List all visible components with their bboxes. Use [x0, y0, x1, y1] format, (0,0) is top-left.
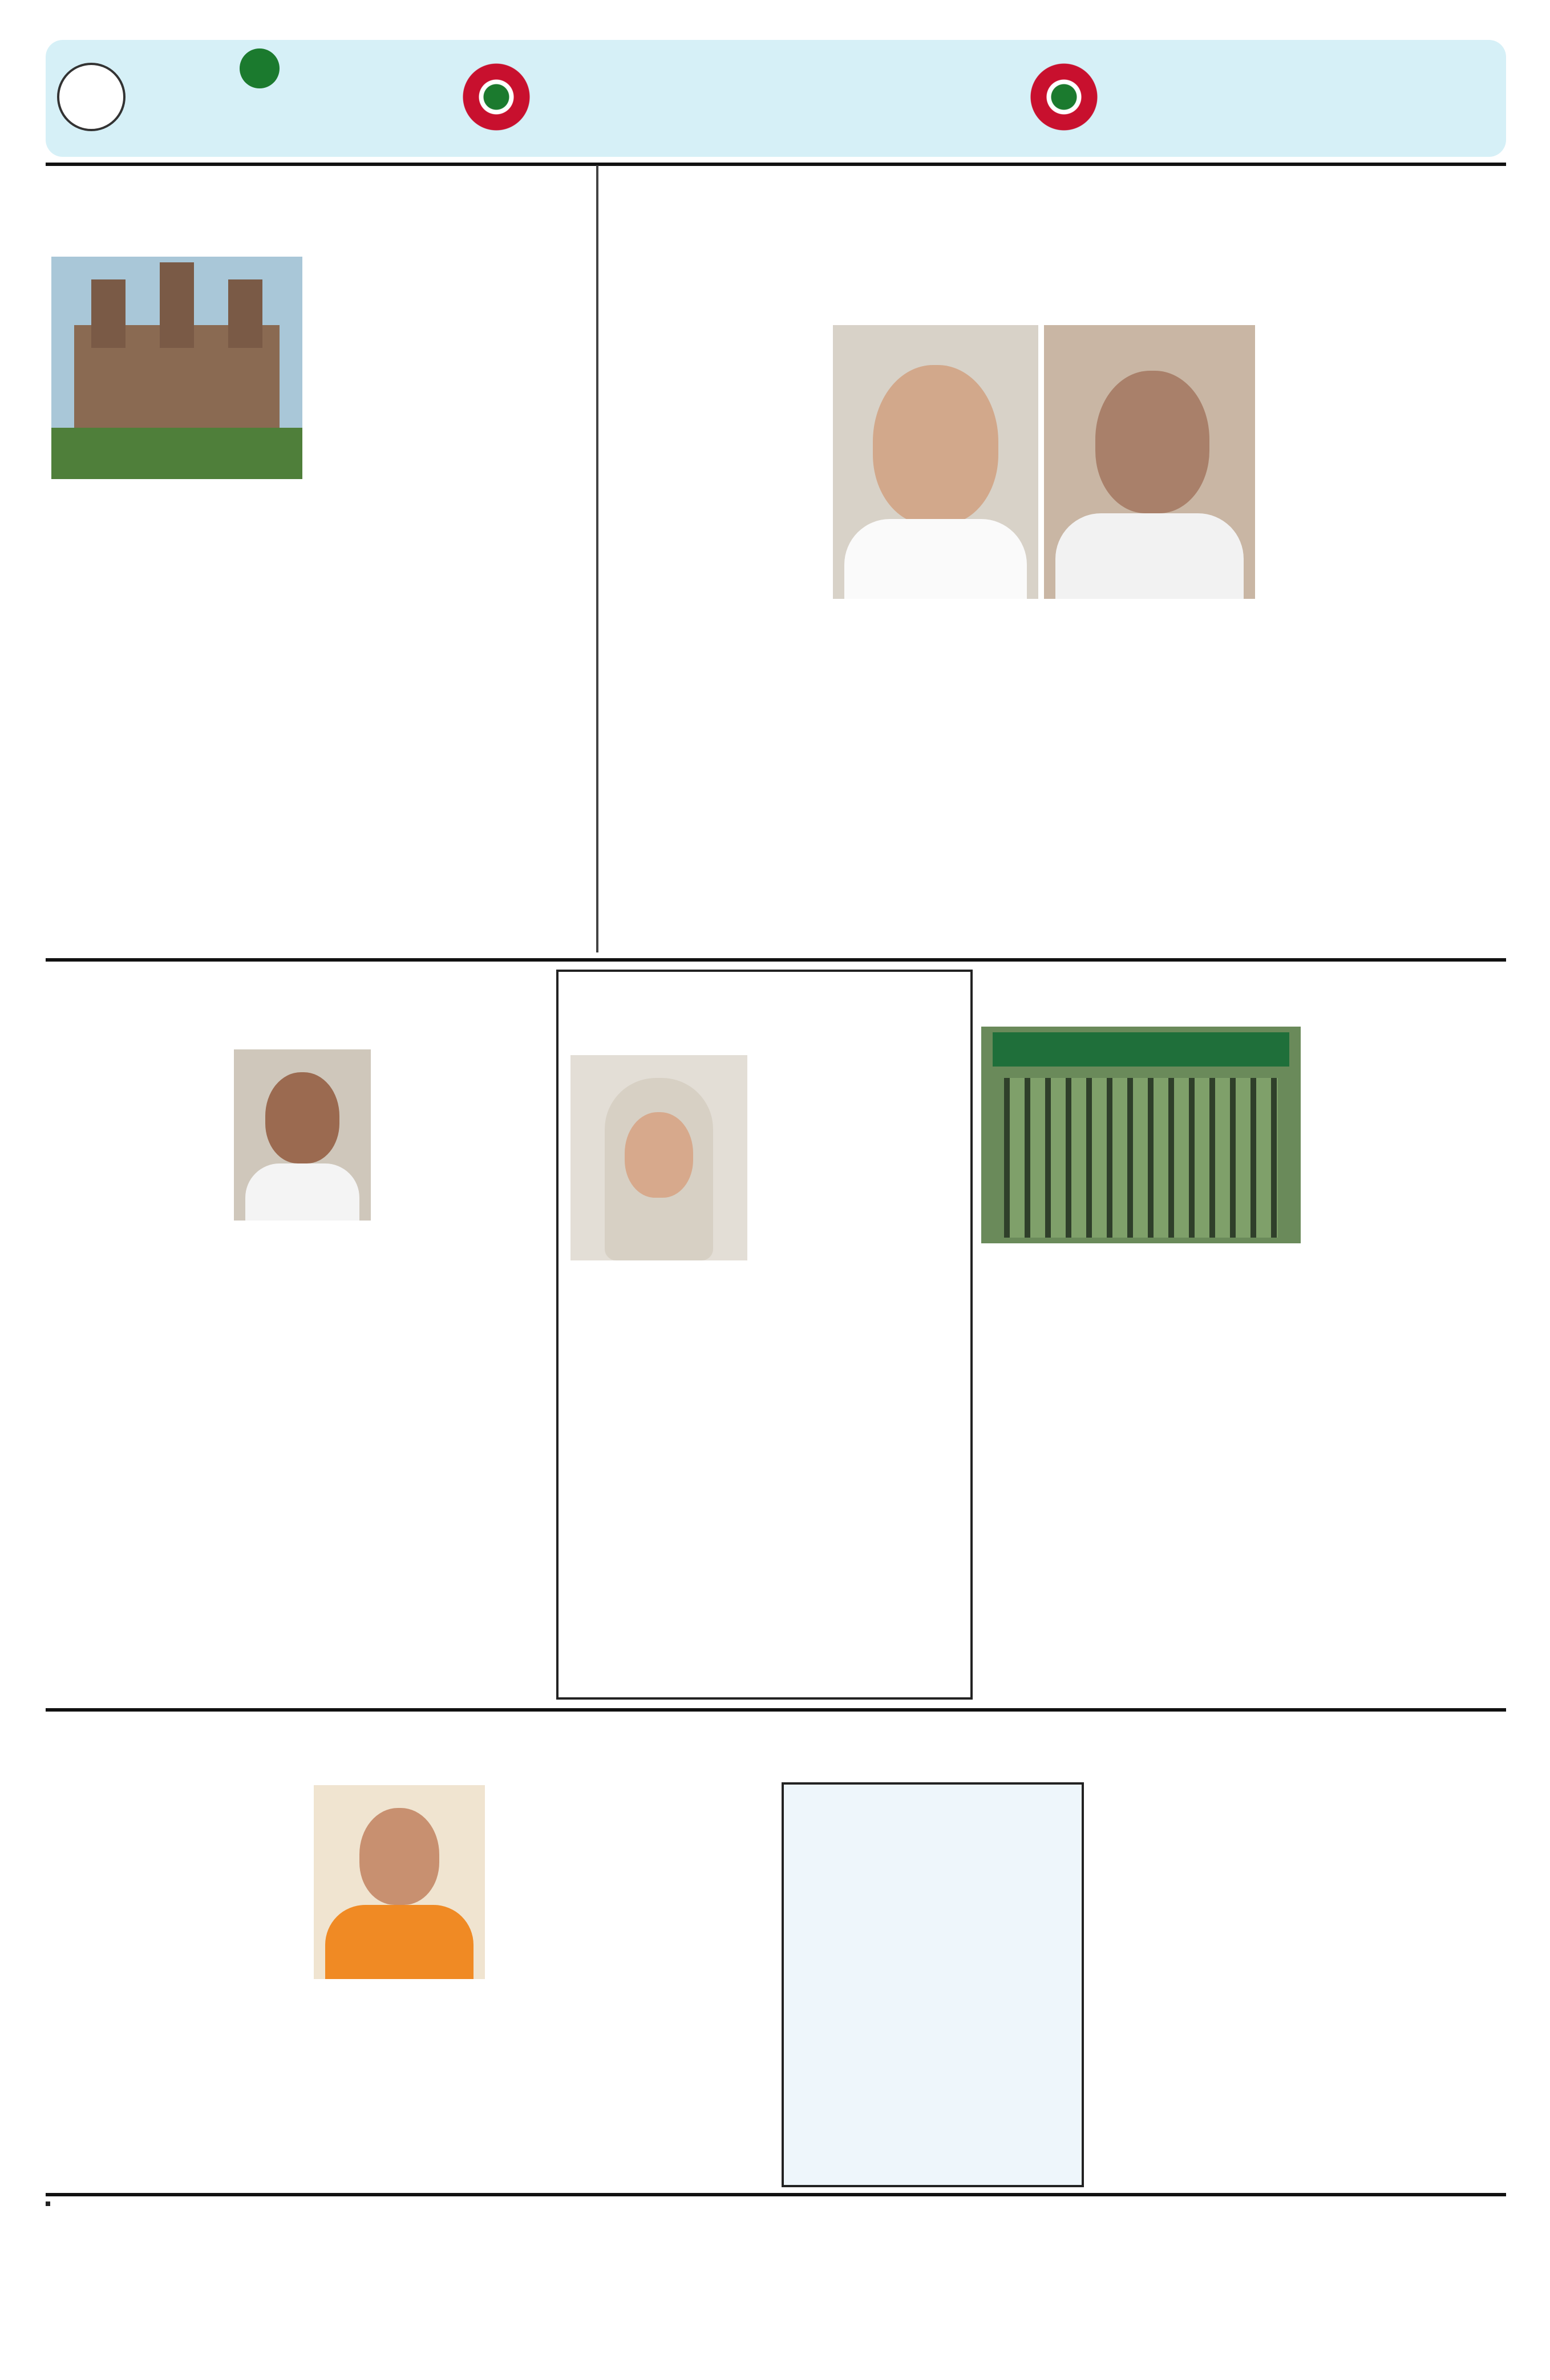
- stalin-photo: [234, 1049, 371, 1221]
- sumaiya-photo: [570, 1055, 747, 1260]
- emblem-left-icon: [462, 63, 531, 131]
- high-court-photo: [51, 257, 302, 479]
- bombay-body-col3: [319, 724, 582, 947]
- yogi-photo: [314, 1785, 485, 1979]
- waqf-body-col1: [1269, 348, 1498, 947]
- sumaiya-body-col2: [570, 1269, 747, 1691]
- bombay-subhead: [46, 217, 588, 251]
- agra-headline: [981, 970, 1506, 1021]
- col-divider: [596, 165, 598, 952]
- waqf-body-col3: [833, 605, 1255, 947]
- gujarat-headline: [776, 1717, 1506, 1774]
- nitish-photo: [1044, 325, 1255, 599]
- sumaiya-body-col1: [759, 1081, 964, 1691]
- stalin-headline: [46, 970, 548, 1038]
- bombay-body-col1: [319, 288, 582, 721]
- telangana-body: [790, 1879, 1075, 2179]
- yogi-body-col1: [570, 1811, 770, 2187]
- shahjahan-garden-photo: [981, 1027, 1301, 1243]
- naveen-photo: [833, 325, 1038, 599]
- bombay-headline: [46, 171, 588, 211]
- logo-badge: [240, 48, 280, 88]
- waqf-subhead: [605, 268, 1506, 308]
- sumaiya-headline: [565, 978, 964, 1047]
- page-number: [57, 63, 126, 131]
- yogi-body-col3: [314, 1985, 565, 2184]
- spacer: [46, 2201, 50, 2206]
- waqf-headline: [605, 171, 1506, 274]
- section-title-ur: [1169, 48, 1489, 145]
- agra-body-col2: [981, 1252, 1301, 1697]
- yogi-body-col2: [491, 1785, 565, 1979]
- divider: [46, 1708, 1506, 1712]
- yogi-headline: [46, 1717, 770, 1774]
- divider: [46, 2193, 1506, 2196]
- garden-sign: [993, 1032, 1289, 1067]
- bombay-body-col2: [51, 485, 302, 947]
- waqf-body-col2: [605, 325, 821, 947]
- divider: [46, 958, 1506, 962]
- agra-body-col1: [1312, 1052, 1500, 1697]
- stalin-body-col2: [51, 1049, 222, 1694]
- divider: [46, 163, 1506, 166]
- yogi-body-col4: [51, 1785, 302, 2184]
- paper-logo: [148, 48, 377, 151]
- telangana-headline: [790, 1791, 1075, 1848]
- emblem-right-icon: [1030, 63, 1098, 131]
- gujarat-body-col1: [1244, 1811, 1500, 2187]
- gujarat-body-col2: [1095, 1785, 1232, 2184]
